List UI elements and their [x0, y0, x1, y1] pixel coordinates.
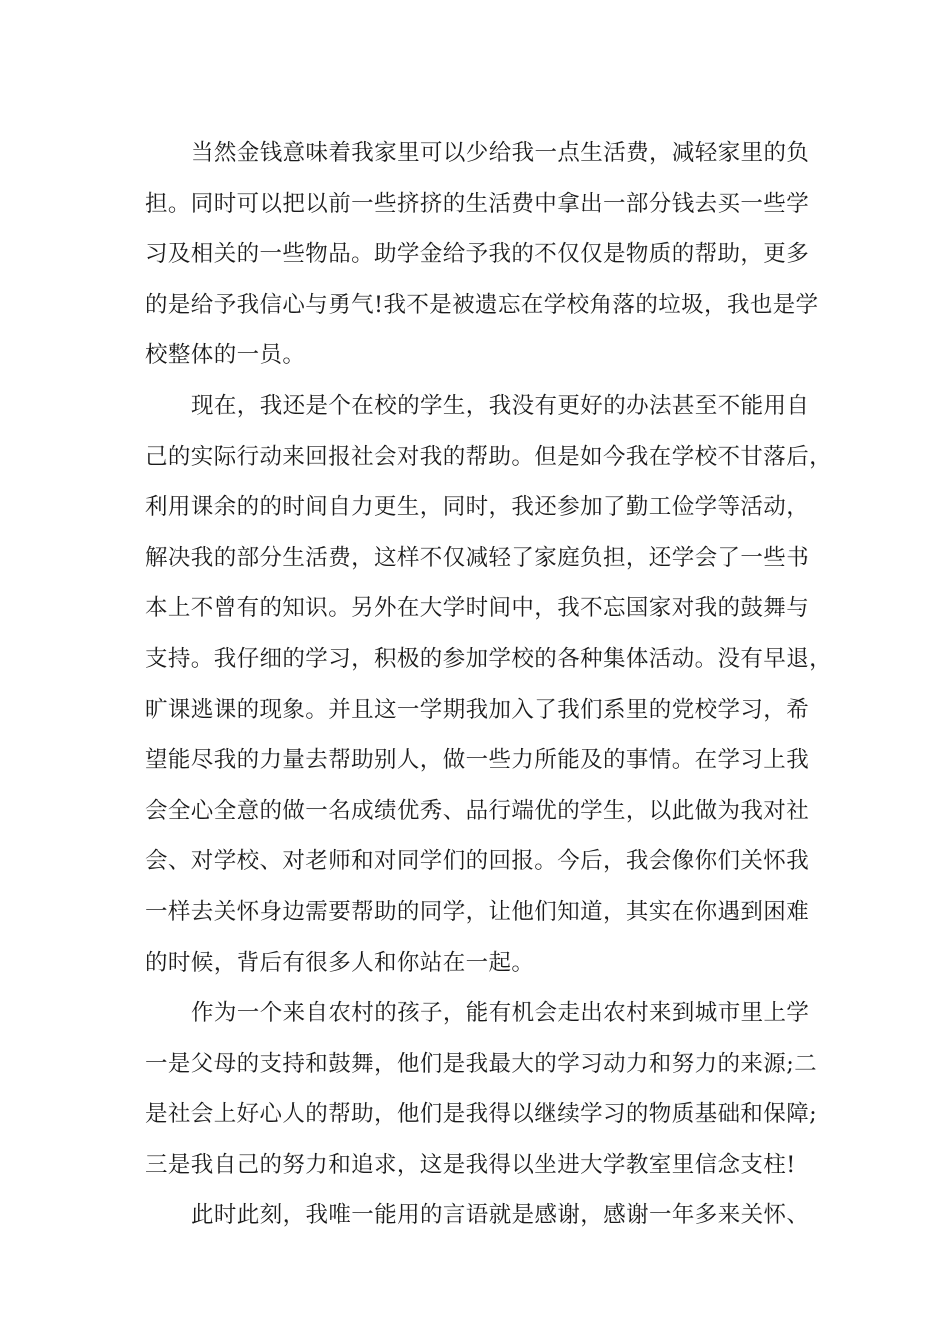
- text-line: 作为一个来自农村的孩子，能有机会走出农村来到城市里上学: [191, 1000, 810, 1027]
- text-line: 当然金钱意味着我家里可以少给我一点生活费，减轻家里的负: [191, 140, 810, 166]
- text-line: 是社会上好心人的帮助，他们是我得以继续学习的物质基础和保障;: [145, 1101, 818, 1128]
- text-line: 此时此刻，我唯一能用的言语就是感谢，感谢一年多来关怀、: [191, 1202, 810, 1229]
- text-line: 望能尽我的力量去帮助别人，做一些力所能及的事情。在学习上我: [145, 747, 810, 774]
- text-line: 本上不曾有的知识。另外在大学时间中，我不忘国家对我的鼓舞与: [145, 595, 810, 622]
- text-line: 习及相关的一些物品。助学金给予我的不仅仅是物质的帮助，更多: [145, 241, 810, 268]
- text-line: 会全心全意的做一名成绩优秀、品行端优的学生，以此做为我对社: [145, 797, 810, 824]
- text-line: 校整体的一员。: [145, 342, 306, 369]
- text-line: 的是给予我信心与勇气!我不是被遗忘在学校角落的垃圾，我也是学: [145, 291, 819, 318]
- text-line: 的时候，背后有很多人和你站在一起。: [145, 949, 535, 976]
- text-line: 利用课余的的时间自力更生，同时，我还参加了勤工俭学等活动，: [145, 494, 810, 521]
- body-text: [145, 128, 833, 1241]
- text-line: 担。同时可以把以前一些挤挤的生活费中拿出一部分钱去买一些学: [145, 190, 810, 217]
- text-line: 会、对学校、对老师和对同学们的回报。今后，我会像你们关怀我: [145, 848, 810, 875]
- text-line: 支持。我仔细的学习，积极的参加学校的各种集体活动。没有早退，: [145, 645, 833, 672]
- text-line: 三是我自己的努力和追求，这是我得以坐进大学教室里信念支柱!: [145, 1151, 796, 1178]
- text-line: 己的实际行动来回报社会对我的帮助。但是如今我在学校不甘落后，: [145, 443, 833, 470]
- text-line: 一样去关怀身边需要帮助的同学，让他们知道，其实在你遇到困难: [145, 898, 810, 925]
- text-line: 旷课逃课的现象。并且这一学期我加入了我们系里的党校学习，希: [145, 696, 810, 723]
- text-line: 现在，我还是个在校的学生，我没有更好的办法甚至不能用自: [191, 392, 810, 419]
- text-line: 一是父母的支持和鼓舞，他们是我最大的学习动力和努力的来源;二: [145, 1050, 818, 1077]
- text-line: 解决我的部分生活费，这样不仅减轻了家庭负担，还学会了一些书: [145, 544, 810, 571]
